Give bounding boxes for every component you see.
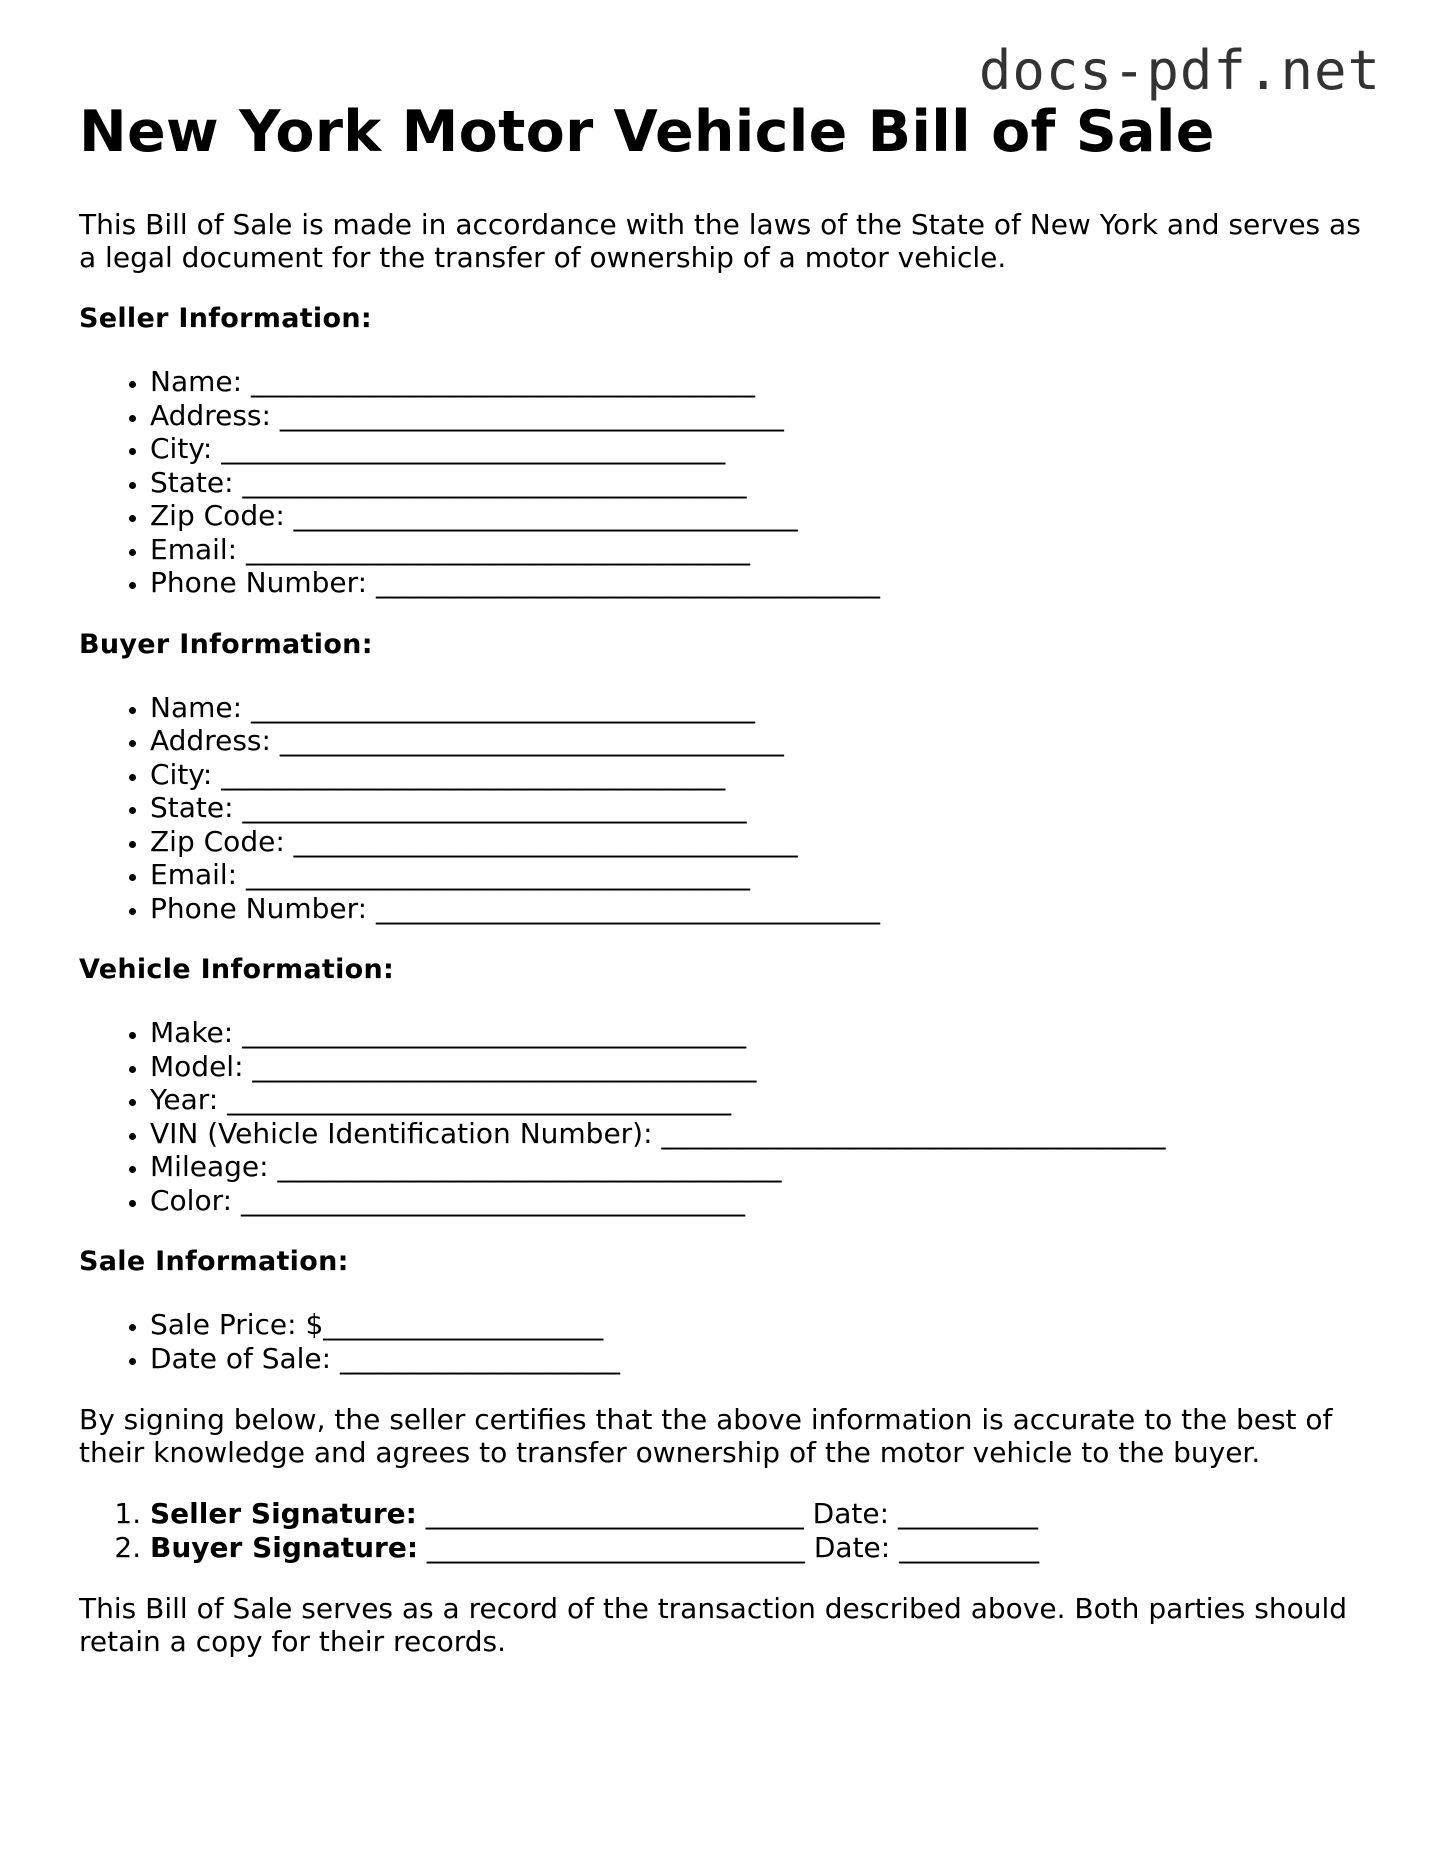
field-label: Sale Price: $ (150, 1308, 324, 1342)
date-label: Date: (813, 1530, 900, 1564)
buyer-signature-line (150, 1531, 1379, 1565)
buyer-state-field (150, 791, 1379, 825)
seller-phone-field (150, 566, 1379, 600)
vehicle-color-blank: ____________________________________ (240, 1183, 745, 1217)
seller-zip-field (150, 499, 1379, 533)
vehicle-year-field (150, 1083, 1379, 1117)
buyer-email-field (150, 858, 1379, 892)
buyer-address-field (150, 724, 1379, 758)
buyer-city-field (150, 758, 1379, 792)
seller-name-blank: ____________________________________ (250, 365, 755, 399)
field-label: Address: (150, 724, 280, 758)
field-label: Email: (150, 858, 247, 892)
signature-label: Buyer Signature: (150, 1530, 419, 1564)
watermark: docs-pdf.net (978, 39, 1381, 102)
field-label: Color: (150, 1183, 241, 1217)
buyer-address-blank: ____________________________________ (279, 724, 784, 758)
vehicle-mileage-blank: ____________________________________ (277, 1150, 782, 1184)
field-label: Model: (150, 1049, 253, 1083)
seller-heading: Seller Information: (79, 303, 372, 335)
field-label: Email: (150, 532, 247, 566)
buyer-email-blank: ____________________________________ (246, 858, 751, 892)
buyer-phone-field (150, 892, 1379, 926)
buyer-zip-field (150, 825, 1379, 859)
field-label: VIN (Vehicle Identification Number): (150, 1116, 662, 1150)
document-page (79, 98, 1379, 1686)
buyer-state-blank: ____________________________________ (242, 791, 747, 825)
field-label: Year: (150, 1083, 228, 1117)
vehicle-year-blank: ____________________________________ (227, 1083, 732, 1117)
field-label: Zip Code: (150, 824, 294, 858)
seller-state-field (150, 466, 1379, 500)
field-label: City: (150, 757, 222, 791)
signature-label: Seller Signature: (150, 1497, 417, 1531)
buyer-signature-blank: ___________________________ (418, 1530, 814, 1564)
vehicle-make-field (150, 1016, 1379, 1050)
field-label: Date of Sale: (150, 1341, 340, 1375)
buyer-heading: Buyer Information: (79, 628, 373, 660)
buyer-phone-blank: ____________________________________ (375, 891, 880, 925)
field-label: Name: (150, 690, 251, 724)
closing-paragraph: This Bill of Sale serves as a record of the transaction described above. Both parties should retain a copy for their records. (79, 1592, 1348, 1659)
field-label: Make: (150, 1016, 243, 1050)
seller-email-field (150, 533, 1379, 567)
vehicle-vin-blank: ____________________________________ (661, 1116, 1166, 1150)
seller-city-blank: ____________________________________ (221, 432, 726, 466)
seller-address-field (150, 399, 1379, 433)
field-label: Name: (150, 365, 251, 399)
field-label: State: (150, 465, 243, 499)
sale-fields (79, 1308, 1379, 1375)
sale-date-field (150, 1342, 1379, 1376)
buyer-name-blank: ____________________________________ (250, 690, 755, 724)
seller-fields (79, 365, 1379, 600)
sale-date-blank: ____________________ (339, 1341, 620, 1375)
seller-date-blank: __________ (897, 1497, 1038, 1531)
buyer-city-blank: ____________________________________ (221, 757, 726, 791)
buyer-name-field (150, 691, 1379, 725)
vehicle-vin-field (150, 1117, 1379, 1151)
vehicle-mileage-field (150, 1150, 1379, 1184)
intro-paragraph: This Bill of Sale is made in accordance with the laws of the State of New York and serves as a legal document for the transfer of ownership of a motor vehicle. (79, 208, 1361, 275)
field-label: Mileage: (150, 1150, 278, 1184)
date-label: Date: (812, 1497, 898, 1531)
buyer-date-blank: __________ (899, 1530, 1040, 1564)
vehicle-model-field (150, 1050, 1379, 1084)
buyer-fields (79, 691, 1379, 926)
vehicle-model-blank: ____________________________________ (252, 1049, 757, 1083)
seller-email-blank: ____________________________________ (246, 532, 751, 566)
sale-heading: Sale Information: (79, 1246, 349, 1278)
vehicle-make-blank: ____________________________________ (242, 1016, 747, 1050)
certification-paragraph: By signing below, the seller certifies that the above information is accurate to the best of their knowledge and agrees to transfer ownership of the motor vehicle to the buyer. (79, 1403, 1333, 1470)
seller-signature-line (150, 1497, 1379, 1531)
seller-address-blank: ____________________________________ (279, 398, 784, 432)
seller-zip-blank: ____________________________________ (293, 499, 798, 533)
field-label: State: (150, 791, 243, 825)
seller-signature-blank: ___________________________ (416, 1497, 813, 1531)
document-title: New York Motor Vehicle Bill of Sale (79, 99, 1215, 165)
field-label: City: (150, 432, 222, 466)
field-label: Phone Number: (150, 891, 376, 925)
signature-list (79, 1497, 1379, 1564)
buyer-zip-blank: ____________________________________ (293, 824, 798, 858)
seller-city-field (150, 432, 1379, 466)
vehicle-color-field (150, 1184, 1379, 1218)
field-label: Address: (150, 398, 280, 432)
seller-name-field (150, 365, 1379, 399)
field-label: Phone Number: (150, 566, 376, 600)
sale-price-blank: ____________________ (323, 1308, 604, 1342)
vehicle-fields (79, 1016, 1379, 1217)
sale-price-field (150, 1308, 1379, 1342)
vehicle-heading: Vehicle Information: (79, 954, 395, 986)
seller-state-blank: ____________________________________ (242, 465, 747, 499)
field-label: Zip Code: (150, 499, 294, 533)
seller-phone-blank: ____________________________________ (375, 566, 880, 600)
